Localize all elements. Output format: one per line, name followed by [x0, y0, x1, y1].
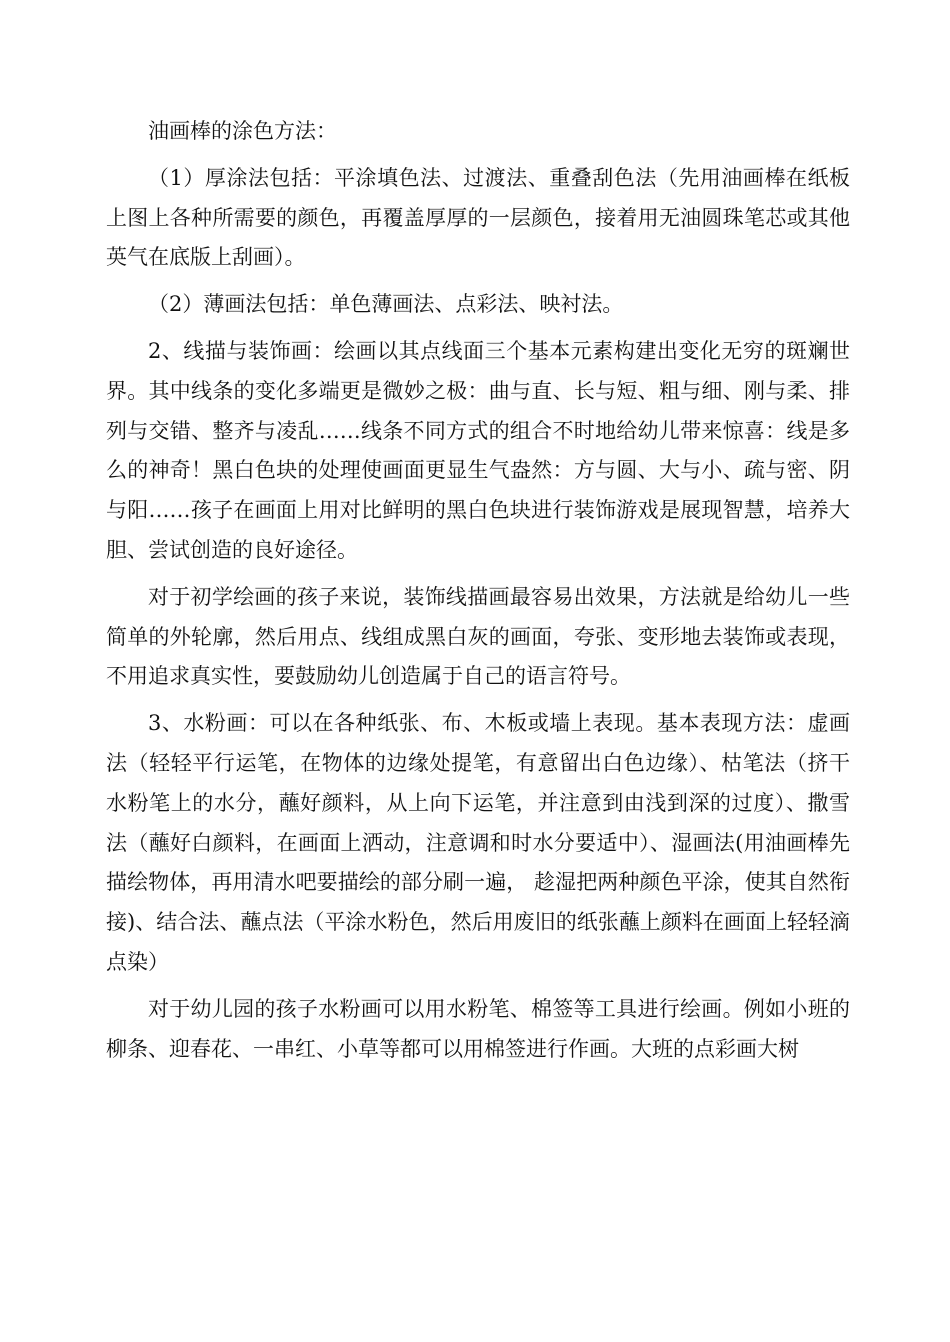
paragraph-gouache-painting: 3、水粉画：可以在各种纸张、布、木板或墙上表现。基本表现方法：虚画法（轻轻平行运笔，在物体的边缘处提笔，有意留出白色边缘）、枯笔法（挤干水粉笔上的水分，蘸好颜料，从上向下运笔，并注意到由浅到深的过度）、撒雪法（蘸好白颜料，在画面上洒动，注意调和时水分要适中）、湿画法(用油画棒先描绘物体，再用清水吧要描绘的部分刷一遍， 趁湿把两种颜色平涂，使其自然衔接)、结合法、蘸点法（平涂水粉色，然后用废旧的纸张蘸上颜料在画面上轻轻滴点染） — [106, 711, 850, 974]
paragraph-beginner-line-drawing: 对于初学绘画的孩子来说，装饰线描画最容易出效果，方法就是给幼儿一些简单的外轮廓，然后用点、线组成黑白灰的画面，夸张、变形地去装饰或表现，不用追求真实性，要鼓励幼儿创造属于自己的语言符号。 — [106, 584, 850, 689]
paragraph-oil-pastel-heading: 油画棒的涂色方法： — [148, 119, 337, 143]
paragraph-kindergarten-gouache: 对于幼儿园的孩子水粉画可以用水粉笔、棉签等工具进行绘画。例如小班的柳条、迎春花、一串红、小草等都可以用棉签进行作画。大班的点彩画大树 — [106, 996, 850, 1061]
paragraph-line-drawing-decoration: 2、线描与装饰画：绘画以其点线面三个基本元素构建出变化无穷的斑斓世界。其中线条的变化多端更是微妙之极：曲与直、长与短、粗与细、刚与柔、排列与交错、整齐与凌乱……线条不同方式的组合不时地给幼儿带来惊喜：线是多么的神奇！黑白色块的处理使画面更显生气盎然：方与圆、大与小、疏与密、阴与阳……孩子在画面上用对比鲜明的黑白色块进行装饰游戏是展现智慧，培养大胆、尝试创造的良好途径。 — [106, 338, 850, 562]
paragraph-thin-painting-method: （2）薄画法包括：单色薄画法、点彩法、映衬法。 — [148, 292, 624, 317]
paragraph-thick-painting-method: （1）厚涂法包括：平涂填色法、过渡法、重叠刮色法（先用油画棒在纸板上图上各种所需要的颜色，再覆盖厚厚的一层颜色，接着用无油圆珠笔芯或其他英气在底版上刮画）。 — [106, 165, 850, 270]
document-page — [106, 112, 850, 1069]
